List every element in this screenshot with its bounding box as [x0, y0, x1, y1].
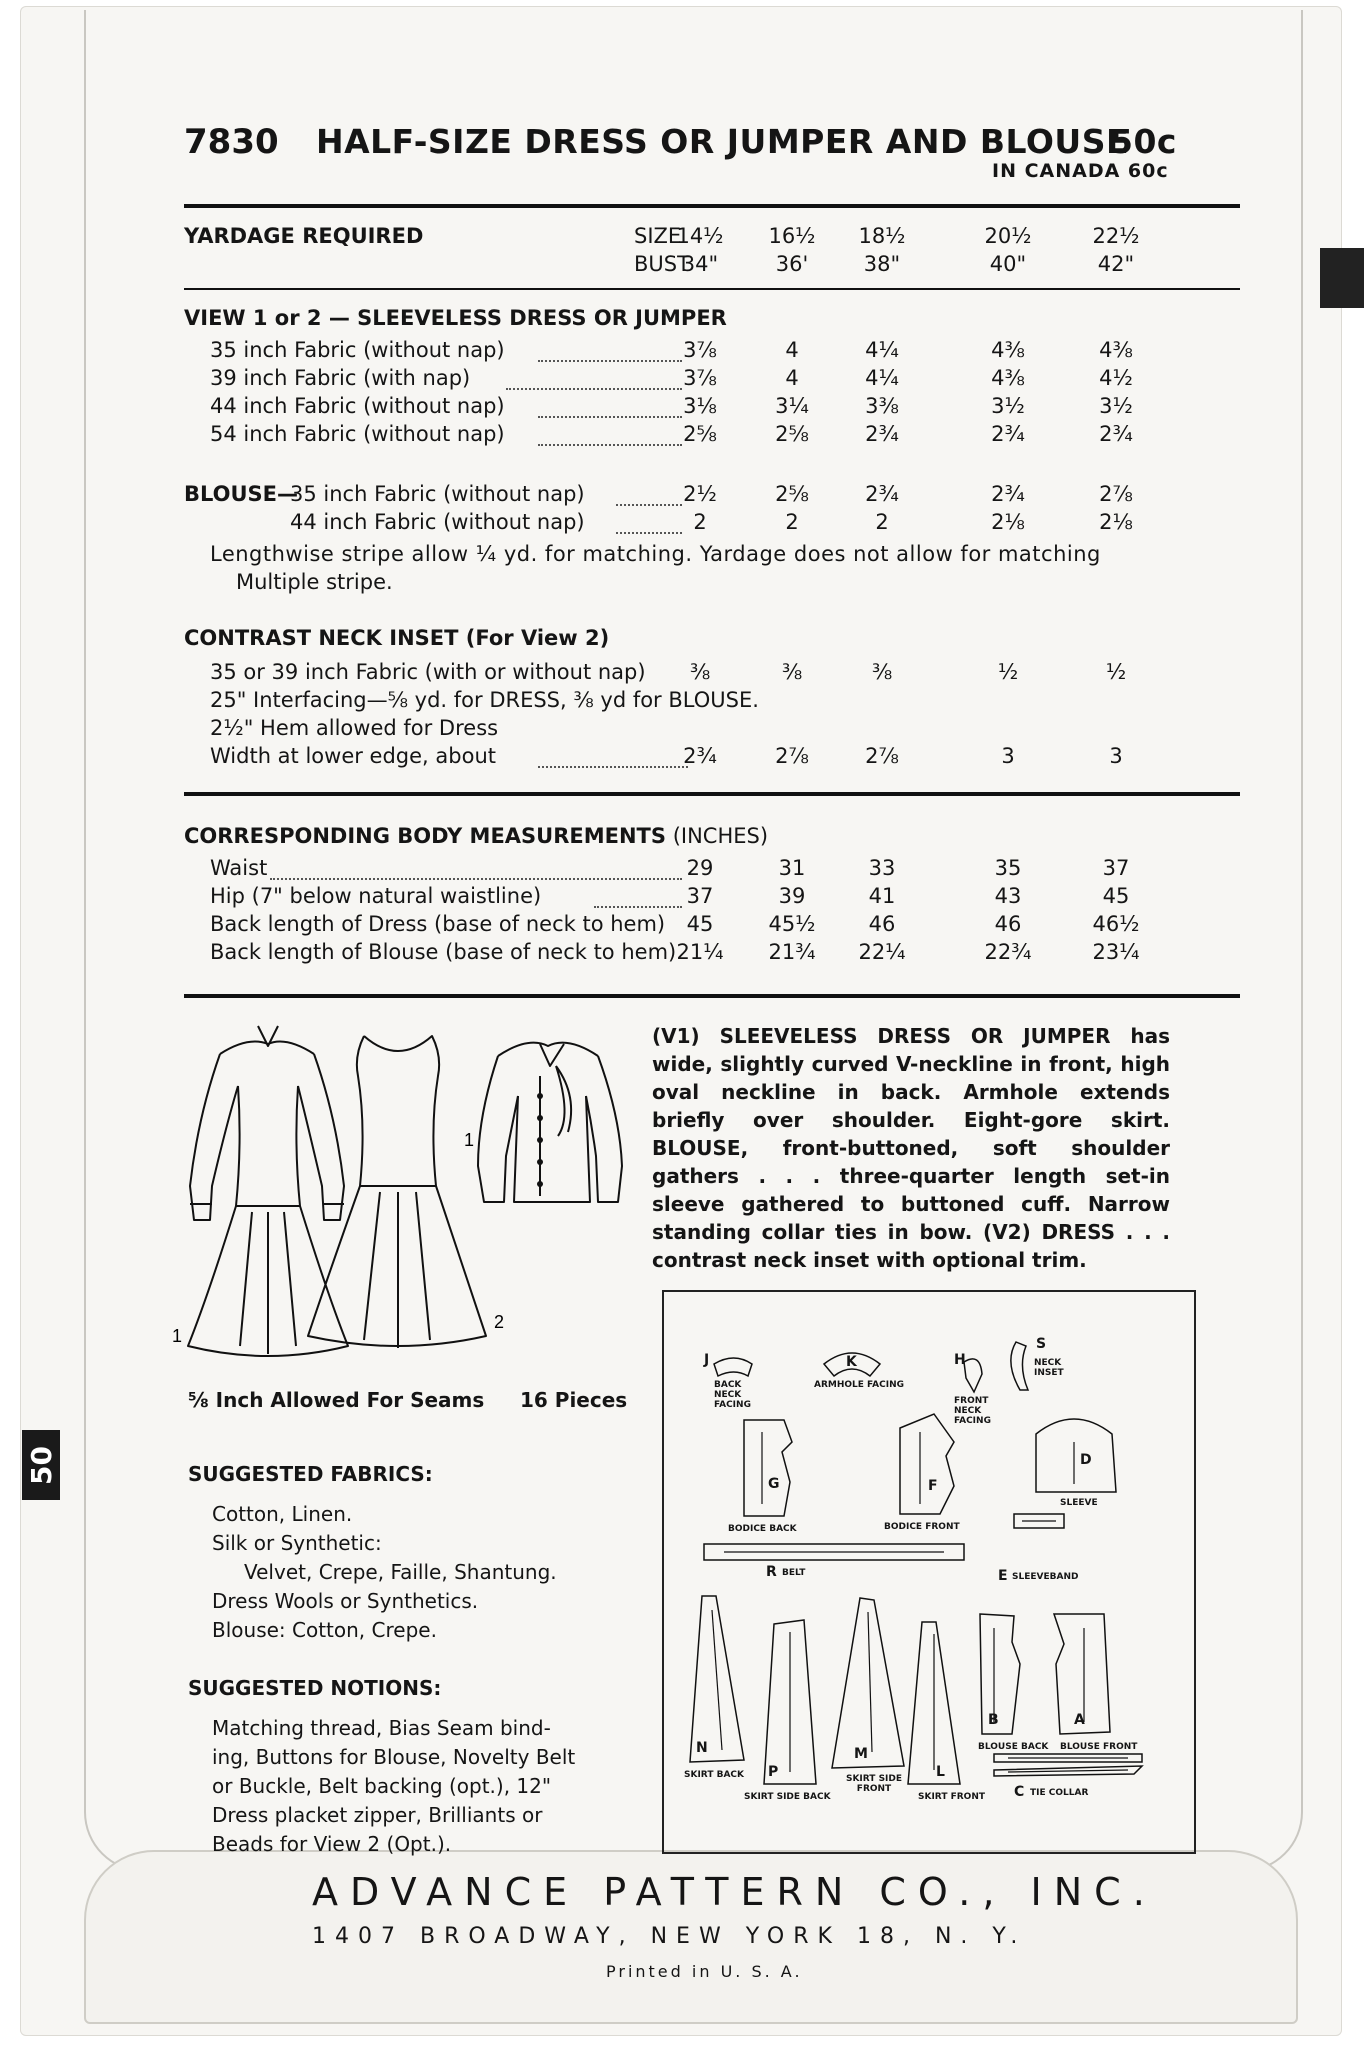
width-value: 2⅞	[865, 744, 899, 768]
measurement-label: Back length of Blouse (base of neck to hem)	[210, 940, 677, 964]
blouse-prefix: BLOUSE—	[184, 482, 299, 506]
stripe-note: Lengthwise stripe allow ¼ yd. for matching. Yardage does not allow for matching	[210, 542, 1101, 566]
bust-value: 38"	[863, 252, 901, 276]
fabrics-heading: SUGGESTED FABRICS:	[188, 1462, 433, 1486]
notion-line: ing, Buttons for Blouse, Novelty Belt	[212, 1745, 576, 1769]
bust-value: 34"	[681, 252, 719, 276]
notion-line: Dress placket zipper, Brilliants or	[212, 1803, 543, 1827]
piece-letter: L	[936, 1764, 945, 1780]
fabric-line: Blouse: Cotton, Crepe.	[212, 1618, 437, 1642]
piece-letter: F	[928, 1478, 938, 1494]
piece-label: BELT	[782, 1568, 806, 1578]
size-value: 16½	[768, 224, 816, 248]
yardage-value: 2¾	[991, 422, 1025, 446]
yardage-value: 2¾	[865, 422, 899, 446]
view1-label: 1	[172, 1326, 183, 1346]
company-name: ADVANCE PATTERN CO., INC.	[312, 1870, 1157, 1914]
piece-letter: D	[1080, 1452, 1092, 1468]
piece-letter: C	[1014, 1784, 1025, 1800]
width-value: 3	[1001, 744, 1015, 768]
fabric-row-label: 54 inch Fabric (without nap)	[210, 422, 505, 446]
price: 50c	[1110, 122, 1177, 161]
yardage-value: 2¾	[991, 482, 1025, 506]
measurement-value: 22¾	[984, 940, 1032, 964]
yardage-value: 3⅞	[683, 366, 717, 390]
piece-label: BACK NECK FACING	[714, 1380, 751, 1410]
width-value: 2⅞	[775, 744, 809, 768]
yardage-heading: YARDAGE REQUIRED	[184, 224, 424, 248]
piece-label: BODICE BACK	[728, 1524, 797, 1534]
width-value: 2¾	[683, 744, 717, 768]
yardage-value: 4¼	[865, 366, 899, 390]
yardage-value: 3¼	[775, 394, 809, 418]
canada-price: IN CANADA 60c	[992, 160, 1169, 182]
measurement-value: 45½	[768, 912, 816, 936]
leader-dots	[538, 416, 682, 418]
pattern-pieces-drawing	[664, 1292, 1194, 1852]
view12-heading: VIEW 1 or 2 — SLEEVELESS DRESS OR JUMPER	[184, 306, 727, 330]
size-value: 22½	[1092, 224, 1140, 248]
company-address: 1407 BROADWAY, NEW YORK 18, N. Y.	[312, 1924, 1027, 1949]
fabric-row-label: 39 inch Fabric (with nap)	[210, 366, 471, 390]
yardage-value: 2⅛	[991, 510, 1025, 534]
yardage-value: 4	[785, 338, 799, 362]
piece-label: ARMHOLE FACING	[814, 1380, 905, 1390]
piece-label: FRONT NECK FACING	[954, 1396, 991, 1426]
contrast-value: ½	[1105, 660, 1127, 684]
view2-label: 2	[494, 1312, 505, 1332]
measurement-value: 31	[778, 856, 806, 880]
measurement-value: 21¾	[768, 940, 816, 964]
leader-dots	[270, 878, 682, 880]
yardage-value: 2	[785, 510, 799, 534]
yardage-value: 4	[785, 366, 799, 390]
divider	[184, 204, 1240, 208]
contrast-value: ⅜	[781, 660, 803, 684]
pattern-number: 7830	[184, 122, 279, 162]
fabric-line: Velvet, Crepe, Faille, Shantung.	[244, 1560, 557, 1584]
piece-letter: K	[846, 1354, 857, 1370]
width-label: Width at lower edge, about	[210, 744, 496, 768]
piece-label: SKIRT BACK	[684, 1770, 745, 1780]
measurement-value: 21¼	[676, 940, 724, 964]
piece-count: 16 Pieces	[520, 1388, 628, 1412]
yardage-value: 3½	[991, 394, 1025, 418]
measurement-label: Hip (7" below natural waistline)	[210, 884, 542, 908]
piece-letter: H	[954, 1352, 966, 1368]
measurement-value: 46	[994, 912, 1022, 936]
notion-line: Matching thread, Bias Seam bind-	[212, 1716, 551, 1740]
notion-line: or Buckle, Belt backing (opt.), 12"	[212, 1774, 552, 1798]
fabric-row-label: 35 inch Fabric (without nap)	[290, 482, 585, 506]
bust-label: BUST	[634, 252, 690, 276]
measurement-value: 22¼	[858, 940, 906, 964]
fabric-line: Cotton, Linen.	[212, 1502, 353, 1526]
yardage-value: 2⅞	[1099, 482, 1133, 506]
fabric-row-label: 44 inch Fabric (without nap)	[210, 394, 505, 418]
contrast-value: ⅜	[689, 660, 711, 684]
divider	[184, 792, 1240, 796]
notion-line: Beads for View 2 (Opt.).	[212, 1832, 452, 1856]
piece-label: SKIRT SIDE BACK	[744, 1792, 831, 1802]
yardage-value: 3⅞	[683, 338, 717, 362]
pattern-pieces-diagram	[662, 1290, 1196, 1854]
measurement-value: 37	[1102, 856, 1130, 880]
bust-value: 36'	[775, 252, 809, 276]
measurement-value: 33	[868, 856, 896, 880]
body-heading	[184, 824, 768, 848]
yardage-value: 4⅜	[991, 338, 1025, 362]
interfacing-note: 25" Interfacing—⅝ yd. for DRESS, ⅜ yd for BLOUSE.	[210, 688, 759, 712]
measurement-value: 29	[686, 856, 714, 880]
piece-label: SKIRT SIDE FRONT	[845, 1774, 903, 1794]
yardage-value: 3⅜	[865, 394, 899, 418]
measurement-value: 43	[994, 884, 1022, 908]
size-value: 20½	[984, 224, 1032, 248]
piece-letter: E	[998, 1568, 1008, 1584]
divider	[184, 994, 1240, 998]
piece-label: TIE COLLAR	[1030, 1788, 1089, 1798]
bust-value: 42"	[1097, 252, 1135, 276]
yardage-value: 4⅜	[1099, 338, 1133, 362]
yardage-value: 2	[875, 510, 889, 534]
seam-allowance: ⅝ Inch Allowed For Seams	[188, 1388, 485, 1412]
yardage-value: 3⅛	[683, 394, 717, 418]
pattern-description: (V1) SLEEVELESS DRESS OR JUMPER has wide, slightly curved V-neckline in front, high oval neckline in back. Armhole extends briefly over shoulder. Eight-gore skirt. BLOUSE, front-buttoned, soft shoulder gathers . . . three-quarter length set-in sleeve gathered to buttoned cuff. Narrow standing collar ties in bow. (V2) DRESS . . . contrast neck inset with optional trim.	[652, 1024, 1170, 1272]
measurement-value: 41	[868, 884, 896, 908]
pattern-title: HALF-SIZE DRESS OR JUMPER AND BLOUSE	[316, 122, 1129, 161]
measurement-value: 46½	[1092, 912, 1140, 936]
piece-letter: B	[988, 1712, 999, 1728]
piece-letter: J	[704, 1352, 710, 1368]
divider	[184, 288, 1240, 290]
contrast-value: ½	[997, 660, 1019, 684]
piece-letter: A	[1074, 1712, 1085, 1728]
yardage-value: 2	[693, 510, 707, 534]
measurement-value: 45	[1102, 884, 1130, 908]
measurement-value: 35	[994, 856, 1022, 880]
piece-letter: G	[768, 1476, 780, 1492]
size-tab-text: 50	[24, 1445, 58, 1485]
yardage-value: 4¼	[865, 338, 899, 362]
fabrics-list	[212, 1500, 557, 1645]
yardage-value: 4⅜	[991, 366, 1025, 390]
piece-letter: P	[768, 1764, 779, 1780]
piece-label: NECK INSET	[1034, 1358, 1064, 1378]
printed-in: Printed in U. S. A.	[606, 1962, 803, 1981]
garment-illustration	[168, 1006, 648, 1376]
body-heading-text: CORRESPONDING BODY MEASUREMENTS	[184, 824, 666, 848]
notions-list	[212, 1714, 575, 1859]
piece-label: SLEEVE	[1060, 1498, 1098, 1508]
piece-label: BODICE FRONT	[884, 1522, 960, 1532]
piece-letter: N	[696, 1740, 708, 1756]
yardage-value: 2⅛	[1099, 510, 1133, 534]
blouse-view-label: 1	[464, 1130, 475, 1150]
piece-letter: S	[1036, 1336, 1047, 1352]
fabric-line: Dress Wools or Synthetics.	[212, 1589, 479, 1613]
piece-letter: M	[854, 1746, 868, 1762]
contrast-value: ⅜	[871, 660, 893, 684]
stripe-note-2: Multiple stripe.	[236, 570, 393, 594]
measurement-label: Back length of Dress (base of neck to hem)	[210, 912, 666, 936]
fabric-line: Silk or Synthetic:	[212, 1531, 382, 1555]
piece-label: SLEEVEBAND	[1012, 1572, 1079, 1582]
yardage-value: 2¾	[1099, 422, 1133, 446]
notions-heading: SUGGESTED NOTIONS:	[188, 1676, 442, 1700]
yardage-value: 2¾	[865, 482, 899, 506]
leader-dots	[506, 388, 682, 390]
contrast-row-label: 35 or 39 inch Fabric (with or without nap)	[210, 660, 646, 684]
measurement-value: 45	[686, 912, 714, 936]
size-tab	[22, 1430, 60, 1500]
leader-dots	[538, 444, 682, 446]
body-heading-unit: (INCHES)	[672, 824, 769, 848]
hem-note: 2½" Hem allowed for Dress	[210, 716, 499, 740]
yardage-value: 4½	[1099, 366, 1133, 390]
size-value: 14½	[676, 224, 724, 248]
measurement-value: 46	[868, 912, 896, 936]
yardage-value: 2½	[683, 482, 717, 506]
yardage-value: 2⅝	[775, 482, 809, 506]
edge-tab-mark	[1320, 248, 1364, 308]
piece-label: SKIRT FRONT	[918, 1792, 986, 1802]
measurement-value: 37	[686, 884, 714, 908]
leader-dots	[538, 360, 682, 362]
bust-value: 40"	[989, 252, 1027, 276]
measurement-label: Waist	[210, 856, 268, 880]
yardage-value: 3½	[1099, 394, 1133, 418]
yardage-value: 2⅝	[775, 422, 809, 446]
size-label: SIZE	[634, 224, 682, 248]
fabric-row-label: 35 inch Fabric (without nap)	[210, 338, 505, 362]
piece-label: BLOUSE BACK	[978, 1742, 1049, 1752]
piece-label: BLOUSE FRONT	[1060, 1742, 1138, 1752]
yardage-value: 2⅝	[683, 422, 717, 446]
width-value: 3	[1109, 744, 1123, 768]
measurement-value: 23¼	[1092, 940, 1140, 964]
size-value: 18½	[858, 224, 906, 248]
fabric-row-label: 44 inch Fabric (without nap)	[290, 510, 585, 534]
measurement-value: 39	[778, 884, 806, 908]
piece-letter: R	[766, 1564, 777, 1580]
contrast-heading: CONTRAST NECK INSET (For View 2)	[184, 626, 610, 650]
